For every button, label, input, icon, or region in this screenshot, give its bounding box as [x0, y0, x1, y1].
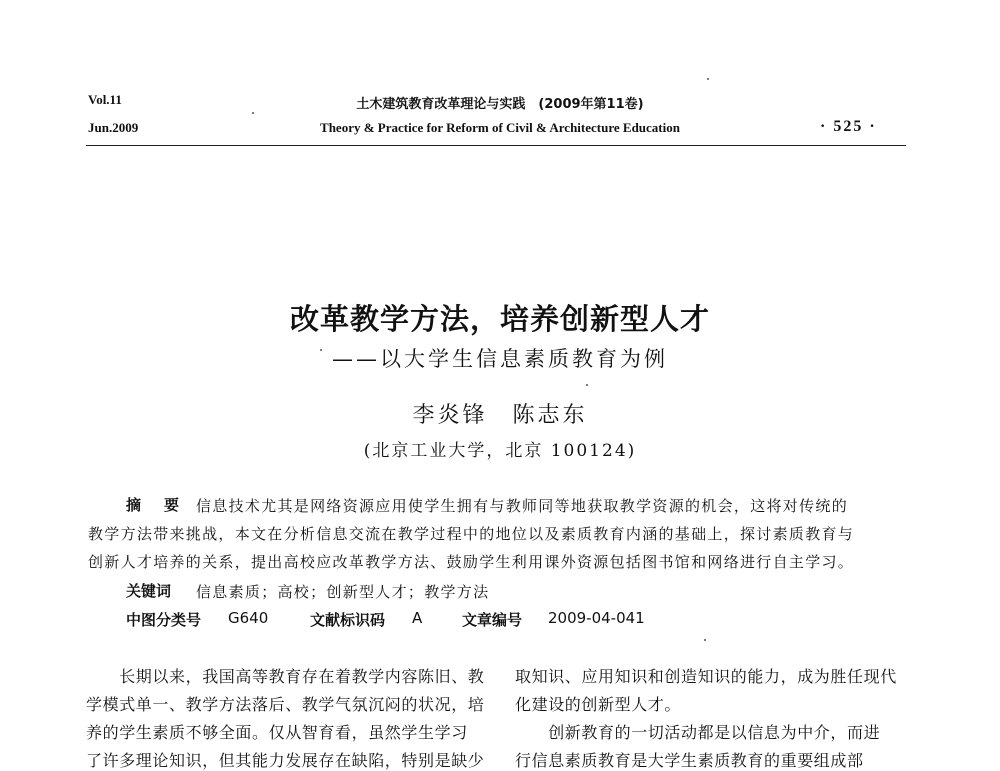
scan-speck — [707, 78, 709, 80]
body-left-line: 了许多理论知识，但其能力发展存在缺陷，特别是缺少 — [86, 751, 485, 770]
body-right-line: 行信息素质教育是大学生素质教育的重要组成部 — [515, 751, 864, 770]
article-affiliation: (北京工业大学，北京 100124) — [363, 441, 637, 461]
article-no-value: 2009-04-041 — [548, 609, 645, 627]
scan-speck — [252, 112, 254, 114]
clc-value: G640 — [228, 609, 269, 627]
doc-code-value: A — [412, 609, 423, 627]
article-no-label: 文章编号 — [462, 611, 523, 629]
abstract-line: 信息技术尤其是网络资源应用使学生拥有与教师同等地获取教学资源的机会，这将对传统的 — [196, 497, 849, 515]
body-left-line: 长期以来，我国高等教育存在着教学内容陈旧、教 — [86, 667, 485, 686]
keywords-label: 关键词 — [126, 582, 172, 600]
journal-title-cn: 土木建筑教育改革理论与实践 (2009年第11卷) — [356, 97, 644, 112]
body-right-line: 创新教育的一切活动都是以信息为中介，而进 — [515, 723, 881, 742]
abstract-label: 摘 要 — [126, 496, 184, 514]
article-authors: 李炎锋 陈志东 — [412, 403, 588, 428]
keywords-text: 信息素质；高校；创新型人才；教学方法 — [196, 583, 490, 601]
header-rule — [86, 145, 906, 146]
page-number: · 525 · — [820, 118, 877, 135]
article-subtitle: ——以大学生信息素质教育为例 — [332, 347, 668, 371]
scan-speck — [704, 639, 706, 641]
body-left-line: 养的学生素质不够全面。仅从智育看，虽然学生学习 — [86, 723, 468, 742]
body-left-line: 学模式单一、教学方法落后、教学气氛沉闷的状况，培 — [86, 695, 485, 714]
body-right-line: 化建设的创新型人才。 — [515, 695, 682, 714]
clc-label: 中图分类号 — [126, 611, 202, 629]
body-right-line: 取知识、应用知识和创造知识的能力，成为胜任现代 — [515, 667, 897, 686]
journal-title-en: Theory & Practice for Reform of Civil & Architecture Education — [320, 120, 680, 135]
doc-code-label: 文献标识码 — [310, 611, 386, 629]
article-title: 改革教学方法，培养创新型人才 — [289, 302, 710, 336]
abstract-line: 创新人才培养的关系，提出高校应改革教学方法、鼓励学生利用课外资源包括图书馆和网络进行自主学习。 — [88, 553, 855, 571]
issue-date: Jun.2009 — [88, 120, 139, 135]
volume-label: Vol.11 — [88, 92, 122, 107]
scan-speck — [320, 349, 322, 351]
abstract-line: 教学方法带来挑战，本文在分析信息交流在教学过程中的地位以及素质教育内涵的基础上，探讨素质教育与 — [88, 525, 855, 543]
scan-speck — [586, 384, 588, 386]
